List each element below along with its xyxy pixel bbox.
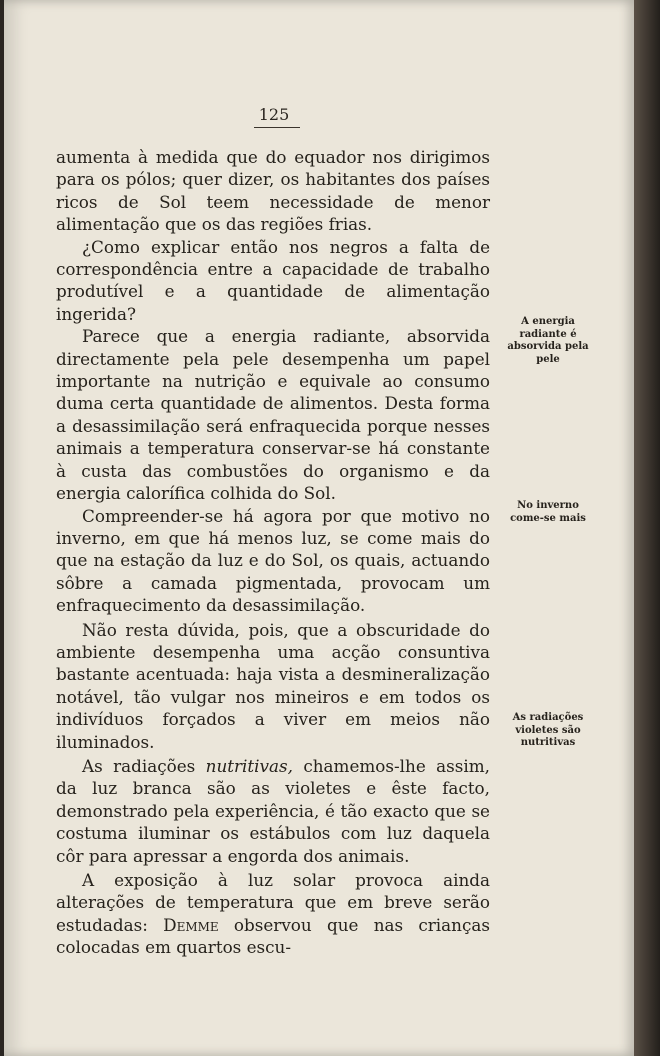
paragraph-2: ¿Como explicar então nos negros a falta de correspondência entre a capacidade de trabalho produtível e a quantidade de alimentação ingerida? <box>56 236 490 324</box>
main-text <box>56 146 490 959</box>
paragraph-6-start: As radiações <box>82 755 206 776</box>
paragraph-6-end: chamemos-lhe assim, da luz branca são as violetes e êste facto, demonstrado pela experiência, é tão exacto que se costuma iluminar os estábulos com luz daquela côr para apressar a engorda dos animais. <box>56 755 490 866</box>
page-number-rule <box>254 127 300 128</box>
paragraph-3: Parece que a energia radiante, absorvida directamente pela pele desempenha um papel importante na nutrição e equivale ao consumo duma certa quantidade de alimentos. Desta forma a desassimilação será enfraquecida porque nesses animais a temperatura conservar-se há constante à custa das combustões do organismo e da energia calorífica colhida do Sol. <box>56 326 490 504</box>
paragraph-5: Não resta dúvida, pois, que a obscuridade do ambiente desempenha uma acção consuntiva bastante acentuada: haja vista a desmineralização notável, tão vulgar nos mineiros e em todos os indivíduos forçados a viver em meios não iluminados. <box>56 619 490 752</box>
paragraph-7-end: observou que nas crianças colocadas em quartos escu- <box>56 914 490 958</box>
book-page <box>4 0 634 1056</box>
paragraph-7 <box>56 869 490 959</box>
paragraph-7-start: A exposição à luz solar provoca ainda alterações de temperatura que em breve serão estudadas: <box>56 870 490 935</box>
margin-note-radiacoes: As radiações violetes são nutritivas <box>512 712 584 748</box>
italic-term-nutritivas: nutritivas, <box>205 755 293 776</box>
paragraph-1: aumenta à medida que do equador nos dirigimos para os pólos; quer dizer, os habitantes dos países ricos de Sol teem necessidade de menor alimentação que os das regiões frias. <box>56 147 490 235</box>
margin-note-inverno: No inverno come-se mais <box>510 500 586 524</box>
paragraph-6 <box>56 755 490 867</box>
page-number: 125 <box>258 105 290 124</box>
author-name-demme: Demme <box>163 914 219 935</box>
book-edge <box>634 0 660 1056</box>
margin-note-energia: A energia radiante é absorvida pela pele <box>507 316 589 365</box>
paragraph-4: Compreender-se há agora por que motivo no inverno, em que há menos luz, se come mais do que na estação da luz e do Sol, os quais, actuando sôbre a camada pigmentada, provocam um enfraquecimento da desassimilação. <box>56 505 490 616</box>
